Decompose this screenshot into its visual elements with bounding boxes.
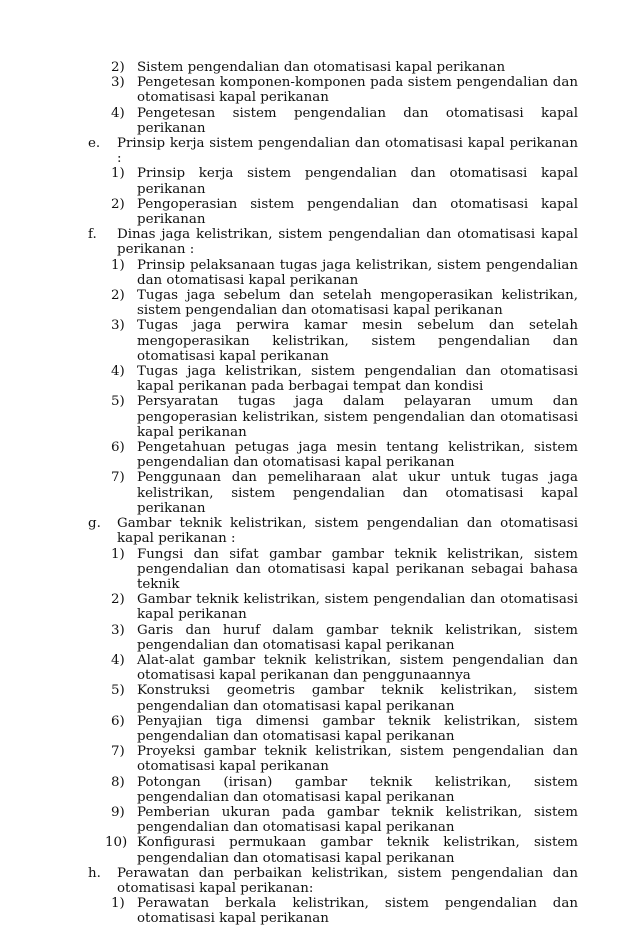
item-marker: 1) [111, 257, 125, 273]
item-marker: 7) [111, 744, 125, 760]
section-text: Perawatan dan perbaikan kelistrikan, sistem pengendalian dan otomatisasi kapal perikanan: [117, 865, 578, 896]
item-marker: 10) [105, 835, 128, 851]
item-marker: 4) [111, 652, 125, 668]
item-text: Pengoperasian sistem pengendalian dan otomatisasi kapal perikanan [137, 196, 578, 228]
item-marker: 9) [111, 804, 125, 820]
list-item [0, 60, 578, 75]
item-text: Potongan (irisan) gambar teknik kelistrikan, sistem pengendalian dan otomatisasi kapal perikanan [137, 774, 578, 805]
item-text: Pemberian ukuran pada gambar teknik kelistrikan, sistem pengendalian dan otomatisasi kapal perikanan [137, 804, 578, 836]
item-marker: 3) [111, 318, 125, 334]
list-item [0, 318, 578, 364]
item-marker: 4) [111, 105, 125, 121]
item-text: Tugas jaga sebelum dan setelah mengoperasikan kelistrikan, sistem pengendalian dan otomatisasi kapal perikanan [137, 288, 578, 319]
section-marker: e. [88, 136, 101, 152]
item-text: Tugas jaga perwira kamar mesin sebelum dan setelah mengoperasikan kelistrikan, sistem pengendalian dan otomatisasi kapal perikanan [137, 318, 578, 364]
section-text: Gambar teknik kelistrikan, sistem pengendalian dan otomatisasi kapal perikanan : [117, 516, 578, 547]
section-item [0, 866, 578, 896]
item-marker: 6) [111, 440, 125, 456]
item-marker: 1) [111, 166, 125, 182]
item-text: Gambar teknik kelistrikan, sistem pengendalian dan otomatisasi kapal perikanan [137, 592, 578, 623]
list-item [0, 623, 578, 653]
item-marker: 2) [111, 60, 125, 75]
item-text: Sistem pengendalian dan otomatisasi kapal perikanan [137, 60, 506, 75]
section-item [0, 136, 578, 166]
item-marker: 2) [111, 592, 125, 608]
list-item [0, 896, 578, 926]
item-text: Konfigurasi permukaan gambar teknik kelistrikan, sistem pengendalian dan otomatisasi kapal perikanan [137, 835, 578, 866]
item-marker: 5) [111, 394, 125, 410]
item-text: Garis dan huruf dalam gambar teknik kelistrikan, sistem pengendalian dan otomatisasi kapal perikanan [137, 622, 578, 653]
list-item [0, 835, 578, 865]
item-marker: 8) [111, 774, 125, 790]
list-item [0, 744, 578, 774]
item-marker: 5) [111, 683, 125, 699]
list-item [0, 592, 578, 622]
list-item [0, 288, 578, 318]
item-marker: 6) [111, 713, 125, 729]
item-marker: 1) [111, 896, 125, 912]
list-item [0, 75, 578, 105]
item-text: Proyeksi gambar teknik kelistrikan, sistem pengendalian dan otomatisasi kapal perikanan [137, 744, 578, 775]
item-text: Fungsi dan sifat gambar gambar teknik kelistrikan, sistem pengendalian dan otomatisasi kapal perikanan sebagai bahasa teknik [137, 546, 578, 592]
item-text: Pengetahuan petugas jaga mesin tentang kelistrikan, sistem pengendalian dan otomatisasi kapal perikanan [137, 440, 578, 471]
item-marker: 3) [111, 75, 125, 91]
section-text: Dinas jaga kelistrikan, sistem pengendalian dan otomatisasi kapal perikanan : [117, 227, 578, 258]
item-text: Persyaratan tugas jaga dalam pelayaran umum dan pengoperasian kelistrikan, sistem pengendalian dan otomatisasi kapal perikanan [137, 394, 578, 440]
item-text: Prinsip pelaksanaan tugas jaga kelistrikan, sistem pengendalian dan otomatisasi kapal perikanan [137, 257, 578, 288]
list-item [0, 197, 578, 227]
item-text: Penggunaan dan pemeliharaan alat ukur untuk tugas jaga kelistrikan, sistem pengendalian dan otomatisasi kapal perikanan [137, 470, 578, 516]
outline-list [0, 60, 578, 927]
list-item [0, 714, 578, 744]
list-item [0, 166, 578, 196]
item-text: Alat-alat gambar teknik kelistrikan, sistem pengendalian dan otomatisasi kapal perikanan dan penggunaannya [137, 652, 578, 684]
section-text: Prinsip kerja sistem pengendalian dan otomatisasi kapal perikanan : [117, 136, 578, 167]
list-item [0, 394, 578, 440]
list-item [0, 364, 578, 394]
list-item [0, 653, 578, 683]
item-text: Prinsip kerja sistem pengendalian dan otomatisasi kapal perikanan [137, 166, 578, 197]
item-text: Pengetesan sistem pengendalian dan otomatisasi kapal perikanan [137, 105, 578, 136]
item-marker: 2) [111, 288, 125, 304]
item-marker: 3) [111, 622, 125, 638]
section-marker: g. [88, 516, 101, 532]
section-item [0, 227, 578, 257]
item-text: Konstruksi geometris gambar teknik kelistrikan, sistem pengendalian dan otomatisasi kapal perikanan [137, 683, 578, 714]
list-item [0, 106, 578, 136]
list-item [0, 258, 578, 288]
item-text: Perawatan berkala kelistrikan, sistem pengendalian dan otomatisasi kapal perikanan [137, 896, 578, 927]
section-marker: f. [88, 227, 97, 243]
item-marker: 2) [111, 196, 125, 212]
item-text: Tugas jaga kelistrikan, sistem pengendalian dan otomatisasi kapal perikanan pada berbagai tempat dan kondisi [137, 364, 578, 395]
list-item [0, 775, 578, 805]
list-item [0, 547, 578, 593]
item-marker: 4) [111, 364, 125, 380]
item-text: Penyajian tiga dimensi gambar teknik kelistrikan, sistem pengendalian dan otomatisasi kapal perikanan [137, 713, 578, 744]
section-item [0, 516, 578, 546]
list-item [0, 683, 578, 713]
section-marker: h. [88, 865, 101, 881]
list-item [0, 440, 578, 470]
list-item [0, 805, 578, 835]
item-marker: 1) [111, 546, 125, 562]
item-text: Pengetesan komponen-komponen pada sistem pengendalian dan otomatisasi kapal perikanan [137, 75, 578, 106]
item-marker: 7) [111, 470, 125, 486]
list-item [0, 470, 578, 516]
